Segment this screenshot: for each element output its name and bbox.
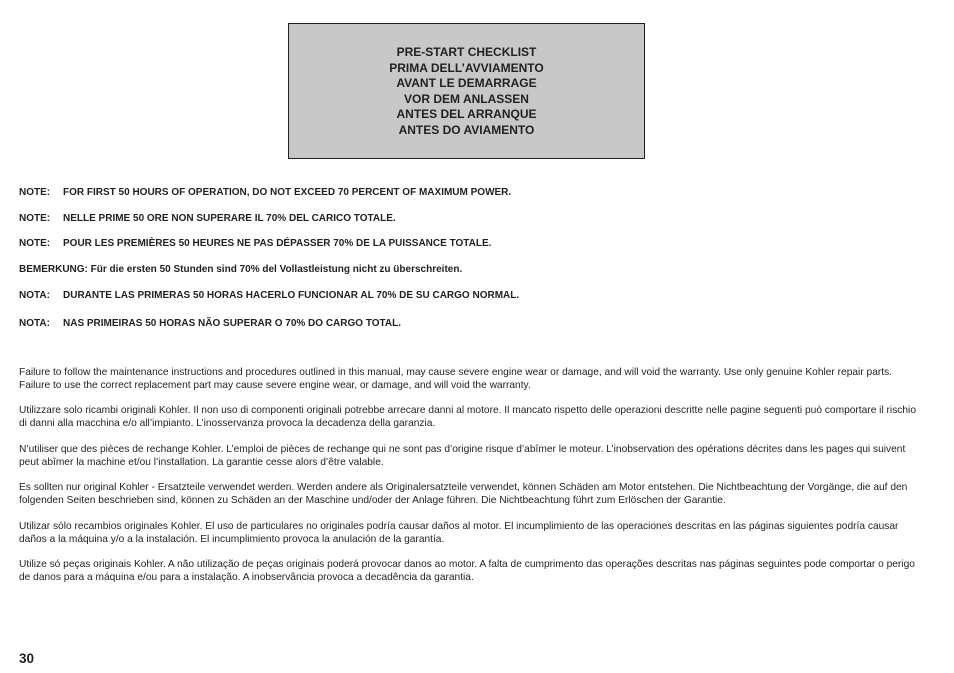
- note-label: NOTE:: [19, 238, 51, 249]
- title-line-fr: AVANT LE DEMARRAGE: [396, 76, 537, 90]
- paragraph-en: Failure to follow the maintenance instructions and procedures outlined in this manual, may cause severe engine wear or damage, and will void the warranty. Use only genuine Kohler repair parts. Failure to use the correct replacement part may cause severe engine wear, or damage, and will void the warranty.: [19, 367, 893, 391]
- title-line-pt: ANTES DO AVIAMENTO: [398, 122, 535, 137]
- note-label: NOTE:: [19, 213, 51, 224]
- paragraph-fr: N’utiliser que des pièces de rechange Kohler. L’emploi de pièces de rechange qui ne sont pas d’origine risque d’abîmer le moteur. L’inobservation des opérations décrites dans les pages qui suivent peut abîmer la machine et/ou l’installation. La garantie cesse alors d’être valable.: [19, 444, 906, 468]
- checklist-title-box: [288, 23, 645, 159]
- title-line-es: ANTES DEL ARRANQUE: [396, 107, 537, 121]
- title-line-en: PRE-START CHECKLIST: [396, 45, 537, 59]
- note-label: NOTE:: [19, 187, 51, 198]
- note-de: [19, 264, 462, 275]
- note-fr: [19, 238, 491, 249]
- paragraph-it: Utilizzare solo ricambi originali Kohler. Il non uso di componenti originali potrebbe arrecare danni al motore. Il mancato rispetto delle operazioni descritte nelle pagine seguenti può comportare il rischio di danni alla macchina e/o all’impianto. L’inosservanza provoca la decadenza della garanzia.: [19, 405, 916, 429]
- note-label: NOTA:: [19, 290, 50, 301]
- note-en: [19, 187, 511, 198]
- page-number: 30: [19, 651, 35, 666]
- paragraph-de: Es sollten nur original Kohler - Ersatzteile verwendet werden. Werden andere als Originalersatzteile verwendet, können Schäden am Motor entstehen. Die Nichtbeachtung der Vorgänge, die auf den folgenden Seiten beschrieben sind, können zu Schäden an der Maschine und/oder der Anlage führen. Die Nichtbeachtung führt zum Erlöschen der Garantie.: [19, 482, 908, 506]
- title-line-it: PRIMA DELL’AVVIAMENTO: [389, 60, 544, 75]
- note-text: DURANTE LAS PRIMERAS 50 HORAS HACERLO FUNCIONAR AL 70% DE SU CARGO NORMAL.: [63, 290, 520, 301]
- note-pt: [19, 318, 401, 329]
- note-text: NELLE PRIME 50 ORE NON SUPERARE IL 70% DEL CARICO TOTALE.: [63, 213, 396, 224]
- note-it: [19, 213, 396, 224]
- note-text: FOR FIRST 50 HOURS OF OPERATION, DO NOT EXCEED 70 PERCENT OF MAXIMUM POWER.: [63, 187, 512, 198]
- paragraph-pt: Utilize só peças originais Kohler. A não utilização de peças originais poderá provocar danos ao motor. A falta de cumprimento das operações descritas nas páginas seguintes pode comportar o perigo de danos para a máquina e/ou para a instalação. A inobservância provoca a decadência da garantia.: [19, 559, 915, 583]
- note-label: NOTA:: [19, 318, 50, 329]
- note-es: [19, 290, 519, 301]
- paragraph-es: Utilizar sólo recambios originales Kohler. El uso de particulares no originales podría causar daños al motor. El incumplimiento de las operaciones descritas en las páginas siguientes podría causar daños a la máquina y/o a la instalación. El incumplimiento provoca la anulación de la garantía.: [19, 521, 899, 545]
- title-line-de: VOR DEM ANLASSEN: [404, 91, 529, 106]
- note-text: NAS PRIMEIRAS 50 HORAS NÃO SUPERAR O 70% DO CARGO TOTAL.: [63, 318, 402, 329]
- note-full-text: BEMERKUNG: Für die ersten 50 Stunden sind 70% del Vollastleistung nicht zu überschreiten.: [19, 264, 463, 275]
- note-text: POUR LES PREMIÈRES 50 HEURES NE PAS DÉPASSER 70% DE LA PUISSANCE TOTALE.: [63, 238, 492, 249]
